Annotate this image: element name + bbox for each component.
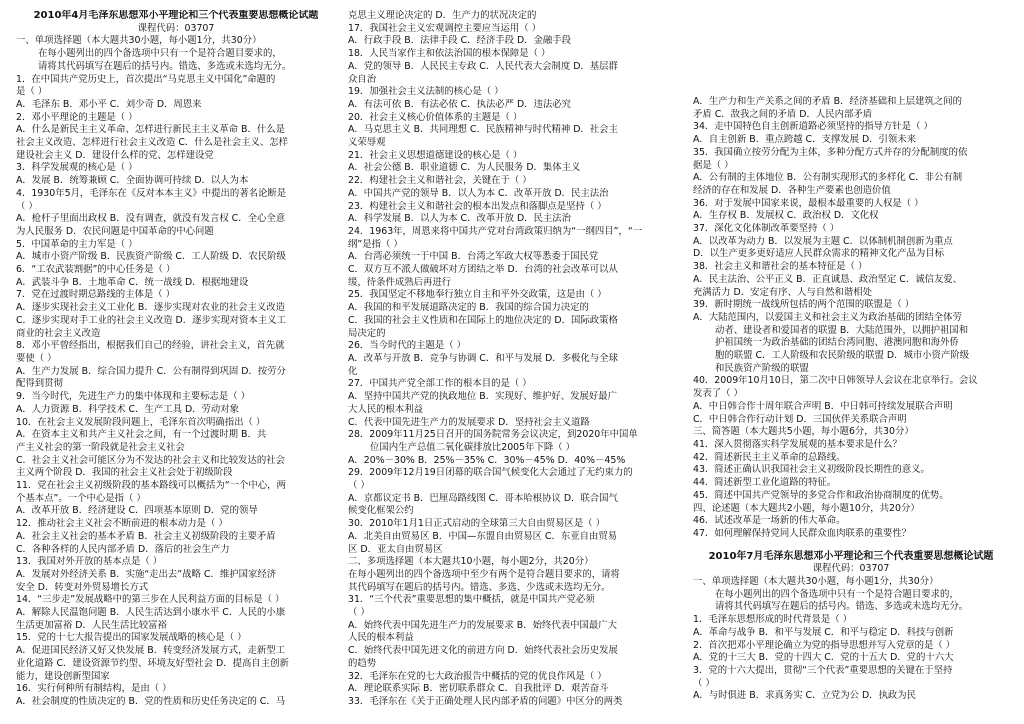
text-line: A．马克思主义 B．共同理想 C．民族精神与时代精神 D．社会主 — [348, 124, 618, 136]
text-line: 15．党的十七大报告提出的国家发展战略的核心是（ ） — [16, 632, 247, 644]
text-line: 的趋势 — [348, 657, 377, 669]
text-line: 请将其代码填写在题后的括号内。错选、多选或未选均无分。 — [715, 601, 969, 613]
text-line: 局决定的 — [348, 327, 386, 339]
column-left — [16, 10, 336, 724]
text-line: 19．加强社会主义法制的核心是（ ） — [348, 86, 504, 98]
text-line: A．以改革为动力 B．以发展为主题 C．以体制机制创新为重点 — [693, 235, 953, 247]
text-line: A．中日韩合作十周年联合声明 B．中日韩可持续发展联合声明 — [693, 400, 953, 412]
text-line: 6．“工农武装割据”的中心任务是（ ） — [16, 264, 176, 276]
text-line: 35．我国确立按劳分配为主体，多种分配方式并存的分配制度的依 — [693, 146, 968, 158]
text-line: A．生存权 B．发展权 C．政治权 D．文化权 — [693, 210, 879, 222]
text-line: 生活更加富裕 D．人民生活比较富裕 — [16, 619, 167, 631]
text-line: A．社会公德 B．职业道德 C．为人民服务 D．集体主义 — [348, 162, 581, 174]
text-line: C．逐步实现对手工业的社会主义改造 D．逐步实现对资本主义工 — [16, 314, 286, 326]
text-line: 能力，建设创新型国家 — [16, 670, 110, 682]
text-line: 23．构建社会主义和谐社会的根本出发点和落脚点是坚持（ ） — [348, 200, 607, 212]
text-line: A．我国的和平发展道路决定的 B．我国的综合国力决定的 — [348, 302, 589, 314]
text-line: A．改革与开放 B．竞争与协调 C．和平与发展 D．多极化与全球 — [348, 352, 618, 364]
text-line: A．大陆范围内，以爱国主义和社会主义为政治基础的团结全体劳 — [693, 311, 962, 323]
text-line: A．北美自由贸易区 B．中国—东盟自由贸易区 C．东亚自由贸易 — [348, 530, 618, 542]
text-line: 个基本点”。一个中心是指（ ） — [16, 492, 146, 504]
text-line: C．始终代表中国先进文化的前进方向 D．始终代表社会历史发展 — [348, 645, 618, 657]
text-line: A．生产力发展 B．综合国力提升 C．公有制得到巩固 D．按劳分 — [16, 365, 286, 377]
text-line: C．我国的社会主义性质和在国际上的地位决定的 D．国际政策格 — [348, 314, 618, 326]
text-line: 9．当今时代，先进生产力的集中体现和主要标志是（ ） — [16, 391, 250, 403]
spacer — [693, 70, 1009, 80]
text-line: A．京都议定书 B．巴厘岛路线图 C．哥本哈根协议 D．联合国气 — [348, 492, 618, 504]
text-line: 业化道路 C．建设资源节约型、环境友好型社会 D．提高自主创新 — [16, 657, 289, 669]
text-line: A．在资本主义和共产主义社会之间，有一个过渡时期 B．共 — [16, 429, 267, 441]
text-line: 38．社会主义和谐社会的基本特征是（ ） — [693, 261, 868, 273]
text-line: 要使（ ） — [16, 352, 57, 364]
text-line: 配得到贯彻 — [16, 378, 63, 390]
course-code: 课程代码：03707 — [812, 563, 890, 575]
text-line: A．有法可依 B．有法必依 C．执法必严 D．违法必究 — [348, 98, 572, 110]
spacer — [693, 60, 1009, 70]
text-line: C．各种各样的人民内部矛盾 D．落后的社会生产力 — [16, 543, 230, 555]
text-line: 14．“三步走”发展战略中的第三步在人民利益方面的目标是（ ） — [16, 594, 285, 606]
text-line: 请将其代码填写在题后的括号内。错选、多选或未选均无分。 — [38, 60, 292, 72]
text-line: 2．邓小平理论的主题是（ ） — [16, 111, 138, 123]
spacer — [693, 80, 1009, 90]
section-heading: 一、单项选择题（本大题共30小题，每小题1分，共30分） — [693, 576, 939, 588]
text-line: 26．当今时代的主题是（ ） — [348, 340, 467, 352]
text-line: 和民族资产阶级的联盟 — [715, 362, 809, 374]
text-line: 据是（ ） — [693, 159, 734, 171]
text-line: A．发展对外经济关系 B．实施“走出去”战略 C．维护国家经济 — [16, 568, 277, 580]
text-line: 16．实行何种所有制结构，是由（ ） — [16, 683, 172, 695]
text-line: 动者、建设者和爱国者的联盟 B．大陆范围外，以拥护祖国和 — [715, 324, 969, 336]
text-line: 5．中国革命的主力军是（ ） — [16, 238, 138, 250]
text-line: （ ） — [348, 607, 370, 619]
text-line: 众自治 — [348, 73, 377, 85]
text-line: 充满活力 D．安定有序、人与自然和谐相处 — [693, 286, 872, 298]
text-line: 候变化框架公约 — [348, 505, 414, 517]
text-line: 在每小题列出的四个备选项中至少有两个是符合题目要求的，请将 — [348, 568, 620, 580]
text-line: 10．在社会主义发展阶段问题上，毛泽东首次明确指出（ ） — [16, 416, 266, 428]
text-line: 24．1963年，周恩来将中国共产党对台湾政策归纳为“一纲四目”，“一 — [348, 225, 643, 237]
spacer — [693, 40, 1009, 50]
text-line: 四、论述题（本大题共2小题，每小题10分，共20分） — [693, 502, 920, 514]
text-line: 30．2010年1月1日正式启动的全球第三大自由贸易区是（ ） — [348, 518, 605, 530]
spacer — [693, 30, 1009, 40]
text-line: 20．社会主义核心价值体系的主题是（ ） — [348, 111, 523, 123]
text-line: A．与时俱进 B．求真务实 C．立党为公 D．执政为民 — [693, 690, 917, 702]
text-line: A．解除人民温饱问题 B．人民生活达到小康水平 C．人民的小康 — [16, 607, 286, 619]
text-line: A．革命与战争 B．和平与发展 C．和平与稳定 D．科技与创新 — [693, 626, 954, 638]
text-line: A．坚持中国共产党的执政地位 B．实现好、维护好、发展好最广 — [348, 391, 617, 403]
text-line: 产主义社会的第一阶段就是社会主义社会 — [16, 441, 185, 453]
text-line: 区 D．亚太自由贸易区 — [348, 543, 443, 555]
text-line: A．枪杆子里面出政权 B．没有调查，就没有发言权 C．全心全意 — [16, 213, 286, 225]
text-line: A．始终代表中国先进生产力的发展要求 B．始终代表中国最广大 — [348, 619, 617, 631]
text-line: 安全 D．转变对外贸易增长方式 — [16, 581, 149, 593]
text-line: A．什么是新民主主义革命、怎样进行新民主主义革命 B．什么是 — [16, 124, 285, 136]
text-line: 建设社会主义 D．建设什么样的党、怎样建设党 — [16, 149, 214, 161]
text-line: 经济的存在和发展 D．各种生产要素也创造价值 — [693, 184, 891, 196]
text-line: 克思主义理论决定的 D．生产力的状况决定的 — [348, 10, 537, 21]
text-line: 45．简述中国共产党领导的多党合作和政治协商制度的优势。 — [693, 489, 949, 501]
text-line: 36．对于发展中国家来说，最根本最重要的人权是（ ） — [693, 197, 924, 209]
text-line: 3．党的十六大提出，贯彻“三个代表”重要思想的关键在于坚持 — [693, 664, 953, 676]
text-line: 13．我国对外开放的基本点是（ ） — [16, 556, 163, 568]
text-line: 社会主义改造、怎样进行社会主义改造 C．什么是社会主义、怎样 — [16, 137, 289, 149]
column-middle — [348, 10, 680, 724]
text-line: A．党的领导 B．人民民主专政 C．人民代表大会制度 D．基层群 — [348, 60, 618, 72]
text-line: 是（ ） — [16, 86, 48, 98]
text-line: 43．简述正确认识我国社会主义初级阶段长期性的意义。 — [693, 464, 930, 476]
text-line: 3．科学发展观的核心是（ ） — [16, 162, 138, 174]
text-line: 4．1930年5月，毛泽东在《反对本本主义》中提出的著名论断是 — [16, 187, 287, 199]
text-line: A．中国共产党的领导 B．以人为本 C．改革开放 D．民主法治 — [348, 187, 609, 199]
text-line: 在每小题列出的四个备选项中只有一个是符合题目要求的， — [715, 588, 959, 600]
text-line: A．民主法治、公平正义 B．正直诚恳、政治坚定 C．诚信友爱、 — [693, 273, 963, 285]
text-line: 1．在中国共产党历史上，首次提出“马克思主义中国化”命题的 — [16, 73, 276, 85]
text-line: C．中日韩合作行动计划 D．三国伙伴关系联合声明 — [693, 413, 907, 425]
text-line: A．毛泽东 B．邓小平 C．刘少奇 D．周恩来 — [16, 98, 202, 110]
text-line: 47．如何理解保持党同人民群众血肉联系的重要性？ — [693, 527, 912, 539]
text-line: 2．首次把邓小平理论确立为党的指导思想并写入党章的是（ ） — [693, 639, 956, 651]
text-line: A．台湾必须统一于中国 B．台湾之军政大权等悉委于国民党 — [348, 251, 599, 263]
text-line: C．双方互不派人做破坏对方团结之举 D．台湾的社会改革可以从 — [348, 264, 618, 276]
text-line: 42．简述新民主主义革命的总路线。 — [693, 451, 846, 463]
text-line: D．以生产更多更好适应人民群众需求的精神文化产品为目标 — [693, 248, 944, 260]
text-line: 29．2009年12月19日闭幕的联合国气候变化大会通过了无约束力的 — [348, 467, 633, 479]
text-line: 25．我国坚定不移地奉行独立自主和平外交政策，这是由（ ） — [348, 289, 607, 301]
text-line: A．公有制的主体地位 B．公有制实现形式的多样化 C．非公有制 — [693, 172, 963, 184]
spacer — [693, 50, 1009, 60]
spacer — [693, 20, 1009, 30]
exam-title: 2010年4月毛泽东思想邓小平理论和三个代表重要思想概论试题 — [33, 10, 319, 21]
text-line: 义荣辱观 — [348, 137, 386, 149]
text-line: 其代码填写在题后的括号内。错选、多选、少选或未选均无分。 — [348, 581, 611, 593]
spacer — [693, 541, 1009, 551]
text-line: A．自主创新 B．重点跨越 C．支撑发展 D．引领未来 — [693, 134, 917, 146]
text-line: （ ） — [348, 480, 370, 492]
text-line: A．改革开放 B．经济建设 C．四项基本原则 D．党的领导 — [16, 505, 258, 517]
exam-title: 2010年7月毛泽东思想邓小平理论和三个代表重要思想概论试题 — [708, 550, 994, 562]
text-line: C．社会主义社会可能区分为不发达的社会主义和比较发达的社会 — [16, 454, 286, 466]
text-line: 21．社会主义思想道德建设的核心是（ ） — [348, 149, 523, 161]
text-line: 12．推动社会主义社会不断前进的根本动力是（ ） — [16, 518, 228, 530]
text-line: 1．毛泽东思想形成的时代背景是（ ） — [693, 614, 852, 626]
text-line: 化 — [348, 365, 358, 377]
text-line: 矛盾 C．敌我之间的矛盾 D．人民内部矛盾 — [693, 108, 873, 120]
text-line: 22．构建社会主义和谐社会，关键在于（ ） — [348, 175, 532, 187]
text-line: （ ） — [16, 200, 38, 212]
text-line: A．人力资源 B．科学技术 C．生产工具 D．劳动对象 — [16, 403, 240, 415]
text-line: 人民的根本利益 — [348, 632, 414, 644]
text-line: 二、多项选择题（本大题共10小题，每小题2分，共20分） — [348, 556, 594, 568]
text-line: A．城市小资产阶级 B．民族资产阶级 C．工人阶级 D．农民阶级 — [16, 251, 286, 263]
text-line: A．发展 B．统筹兼顾 C．全面协调可持续 D．以人为本 — [16, 175, 249, 187]
text-line: 18．人民当家作主和依法治国的根本保障是（ ） — [348, 48, 551, 60]
text-line: A．逐步实现社会主义工业化 B．逐步实现对农业的社会主义改造 — [16, 302, 285, 314]
text-line: 32．毛泽东在党的七大政治报告中概括的党的优良作风是（ ） — [348, 670, 607, 682]
text-line: C．代表中国先进生产力的发展要求 D．坚持社会主义道路 — [348, 416, 590, 428]
text-line: 17．我国社会主义宏观调控主要应当运用（ ） — [348, 22, 542, 34]
text-line: 41．深入贯彻落实科学发展观的基本要求是什么？ — [693, 438, 902, 450]
text-line: 纲”是指（ ） — [348, 238, 403, 250]
text-line: A．理论联系实际 B．密切联系群众 C．自我批评 D．艰苦奋斗 — [348, 683, 609, 695]
text-line: 39．新时期统一战线所包括的两个范围的联盟是（ ） — [693, 299, 915, 311]
text-line: A．科学发展 B．以人为本 C．改革开放 D．民主法治 — [348, 213, 572, 225]
text-line: 发表了（ ） — [693, 388, 743, 400]
text-line: 护祖国统一为政治基础的团结台湾同胞、港澳同胞和海外侨 — [715, 337, 959, 349]
text-line: 46．试述改革是一场新的伟大革命。 — [693, 515, 846, 527]
text-line: 胞的联盟 C．工人阶级和农民阶级的联盟 D．城市小资产阶级 — [715, 350, 970, 362]
text-line: A．20%－30% B．25%－35% C．30%－45% D．40%－45% — [348, 454, 626, 466]
text-line: 31．“三个代表”重要思想的集中概括，就是中国共产党必须 — [348, 594, 595, 606]
text-line: 33．毛泽东在《关于正确处理人民内部矛盾的问题》中区分的两类 — [348, 695, 623, 707]
text-line: 在每小题列出的四个备选项中只有一个是符合题目要求的， — [38, 48, 282, 60]
course-code: 课程代码：03707 — [137, 22, 215, 34]
text-line: A．社会主义社会的基本矛盾 B．社会主义初级阶段的主要矛盾 — [16, 530, 276, 542]
text-line: 34．走中国特色自主创新道路必须坚持的指导方针是（ ） — [693, 121, 933, 133]
text-line: A．行政手段 B．法律手段 C．经济手段 D．金融手段 — [348, 35, 572, 47]
text-line: 主义两个阶段 D．我国的社会主义社会处于初级阶段 — [16, 467, 233, 479]
text-line: A．党的十三大 B．党的十四大 C．党的十五大 D．党的十六大 — [693, 652, 954, 664]
text-line: 缓，待条件成熟后再进行 — [348, 276, 452, 288]
text-line: 37．深化文化体制改革要坚持（ ） — [693, 223, 840, 235]
text-line: 27．中国共产党全部工作的根本目的是（ ） — [348, 378, 532, 390]
column-right — [693, 10, 1009, 724]
section-heading: 一、单项选择题（本大题共30小题，每小题1分，共30分） — [16, 35, 262, 47]
text-line: A．武装斗争 B．土地革命 C．统一战线 D．根据地建设 — [16, 276, 249, 288]
text-line: 7．党在过渡时期总路线的主体是（ ） — [16, 289, 175, 301]
text-line: 商业的社会主义改造 — [16, 327, 101, 339]
spacer — [693, 10, 1009, 20]
text-line: 11．党在社会主义初级阶段的基本路线可以概括为“一个中心，两 — [16, 480, 286, 492]
text-line: 28．2009年11月25日召开的国务院常务会议决定，到2020年中国单 — [348, 429, 638, 441]
text-line: 大人民的根本利益 — [348, 403, 424, 415]
text-line: 位国内生产总值二氧化碳排放比2005年下降（ ） — [370, 441, 575, 453]
text-line: 为人民服务 D．农民问题是中国革命的中心问题 — [16, 225, 214, 237]
text-line: 40．2009年10月10日，第二次中日韩领导人会议在北京举行。会议 — [693, 375, 978, 387]
text-line: 8．邓小平曾经指出，根据我们自己的经验，讲社会主义，首先就 — [16, 340, 285, 352]
text-line: 44．简述新型工业化道路的特征。 — [693, 477, 837, 489]
text-line: （ ） — [693, 677, 715, 689]
text-line: 三、简答题（本大题共5小题，每小题6分，共30分） — [693, 426, 914, 438]
text-line: A．社会制度的性质决定的 B．党的性质和历史任务决定的 C．马 — [16, 695, 286, 707]
text-line: A．生产力和生产关系之间的矛盾 B．经济基础和上层建筑之间的 — [693, 96, 962, 107]
text-line: A．促进国民经济又好又快发展 B．转变经济发展方式，走新型工 — [16, 645, 285, 657]
